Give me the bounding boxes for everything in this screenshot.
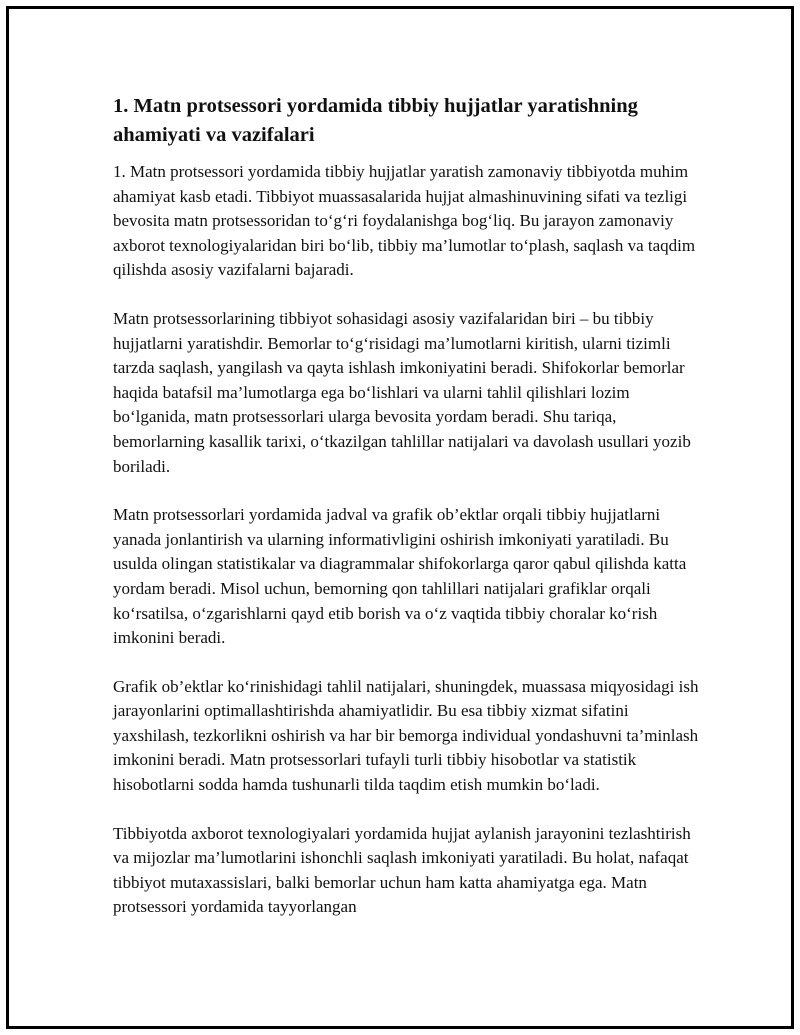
paragraph-3: Matn protsessorlari yordamida jadval va grafik ob’ektlar orqali tibbiy hujjatlarni yanada jonlantirish va ularning informativligini oshirish imkoniyati yaratiladi. Bu usulda olingan statistikalar va diagrammalar shifokorlarga qaror qabul qilishda katta yordam beradi. Misol uchun, bemorning qon tahlillari natijalari grafiklar orqali ko‘rsatilsa, o‘zgarishlarni qayd etib borish va o‘z vaqtida tibbiy choralar ko‘rish imkonini beradi. (113, 505, 687, 648)
section-heading: 1. Matn protsessori yordamida tibbiy hujjatlar yaratishning ahamiyati va vazifalari (113, 95, 638, 146)
document-body (113, 92, 703, 944)
paragraph-4: Grafik ob’ektlar ko‘rinishidagi tahlil natijalari, shuningdek, muassasa miqyosidagi ish jarayonlarini optimallashtirishda ahamiyatlidir. Bu esa tibbiy xizmat sifatini yaxshilash, tezkorlikni oshirish va har bir bemorga individual yondashuvni ta’minlash imkonini beradi. Matn protsessorlari tufayli turli tibbiy hisobotlar va statistik hisobotlarni sodda hamda tushunarli tilda taqdim etish mumkin bo‘ladi. (113, 676, 699, 795)
paragraph-5: Tibbiyotda axborot texnologiyalari yordamida hujjat aylanish jarayonini tezlashtirish va mijozlar ma’lumotlarini ishonchli saqlash imkoniyati yaratiladi. Bu holat, nafaqat tibbiyot mutaxassislari, balki bemorlar uchun ham katta ahamiyatga ega. Matn protsessori yordamida tayyorlangan (113, 823, 691, 917)
paragraph-1: 1. Matn protsessori yordamida tibbiy hujjatlar yaratish zamonaviy tibbiyotda muhim ahamiyat kasb etadi. Tibbiyot muassasalarida hujjat almashinuvining sifati va tezligi bevosita matn protsessoridan to‘g‘ri foydalanishga bog‘liq. Bu jarayon zamonaviy axborot texnologiyalaridan biri bo‘lib, tibbiy ma’lumotlar to‘plash, saqlash va taqdim qilishda asosiy vazifalarni bajaradi. (113, 162, 696, 280)
paragraph-2: Matn protsessorlarining tibbiyot sohasidagi asosiy vazifalaridan biri – bu tibbiy hujjatlarni yaratishdir. Bemorlar to‘g‘risidagi ma’lumotlarni kiritish, ularni tizimli tarzda saqlash, yangilash va qayta ishlash imkoniyatini beradi. Shifokorlar bemorlar haqida batafsil ma’lumotlarga ega bo‘lishlari va ularni tahlil qilishlari lozim bo‘lganida, matn protsessorlari ularga bevosita yordam beradi. Shu tariqa, bemorlarning kasallik tarixi, o‘tkazilgan tahlillar natijalari va davolash usullari yozib boriladi. (113, 308, 691, 476)
